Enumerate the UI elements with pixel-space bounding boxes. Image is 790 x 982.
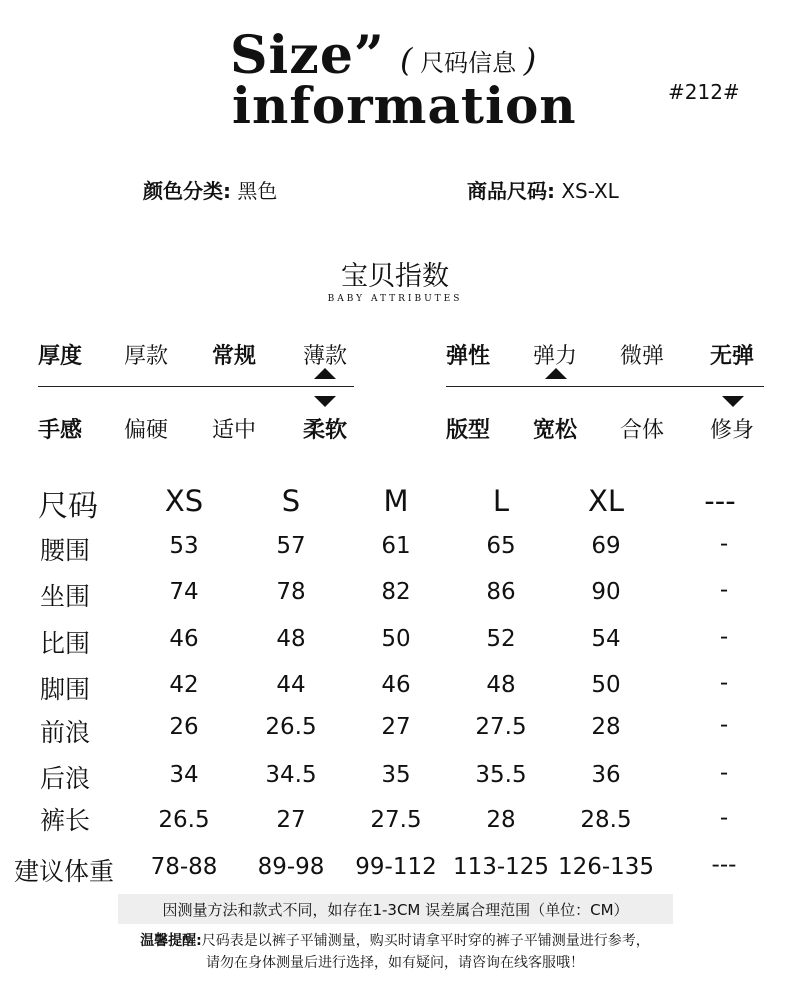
table-cell: - — [719, 670, 729, 696]
thickness-selected-marker — [314, 368, 336, 379]
table-cell: 28.5 — [580, 807, 632, 833]
table-cell: 50 — [381, 626, 411, 652]
row-label-weight: 建议体重 — [14, 857, 115, 886]
table-cell: 28 — [486, 807, 516, 833]
table-cell: --- — [711, 852, 737, 878]
table-cell: - — [719, 577, 729, 603]
table-cell: 61 — [381, 533, 411, 559]
size-header-label: 尺码 — [38, 489, 98, 524]
table-cell: 50 — [591, 672, 621, 698]
elasticity-option-stretch: 弹力 — [533, 344, 578, 369]
table-cell: 86 — [486, 579, 516, 605]
table-cell: 113-125 — [452, 854, 550, 880]
size-info — [467, 175, 619, 204]
row-label-front-rise: 前浪 — [40, 718, 91, 747]
fit-label: 版型 — [446, 418, 491, 443]
table-cell: 34 — [169, 762, 199, 788]
table-cell: 53 — [169, 533, 199, 559]
size-col-xs: XS — [164, 484, 204, 518]
table-cell: 44 — [276, 672, 306, 698]
title-size: Size” — [230, 25, 385, 86]
paren-open: ( — [400, 41, 413, 79]
measurement-note: 因测量方法和款式不同，如存在1-3CM 误差属合理范围（单位：CM） — [162, 901, 629, 919]
table-cell: 35.5 — [475, 762, 527, 788]
fit-selected-marker — [722, 396, 744, 407]
table-cell: 42 — [169, 672, 199, 698]
table-cell: 26.5 — [158, 807, 210, 833]
thickness-label: 厚度 — [38, 344, 83, 369]
title-information: information — [232, 76, 577, 135]
size-label: 商品尺码: — [467, 179, 555, 203]
elasticity-selected-marker — [545, 368, 567, 379]
table-cell: 54 — [591, 626, 621, 652]
thickness-option-regular: 常规 — [212, 344, 257, 369]
row-label-thigh: 比围 — [40, 629, 91, 658]
fit-option-loose: 宽松 — [533, 418, 578, 443]
title-subtitle — [400, 40, 536, 83]
elasticity-label: 弹性 — [446, 344, 491, 369]
table-cell: 26 — [169, 714, 199, 740]
sku-code: #212# — [668, 80, 740, 104]
subtitle-text: 尺码信息 — [420, 49, 517, 77]
table-cell: 74 — [169, 579, 199, 605]
table-cell: - — [719, 760, 729, 786]
table-cell: 57 — [276, 533, 306, 559]
attributes-title: 宝贝指数 — [341, 261, 449, 292]
table-cell: 69 — [591, 533, 621, 559]
feel-selected-marker — [314, 396, 336, 407]
attributes-subtitle: BABY ATTRIBUTES — [327, 294, 463, 304]
table-cell: 65 — [486, 533, 516, 559]
tip-line-2: 请勿在身体测量后进行选择，如有疑问，请咨询在线客服哦！ — [206, 955, 584, 971]
table-cell: 27.5 — [475, 714, 527, 740]
table-cell: 90 — [591, 579, 621, 605]
table-cell: 48 — [276, 626, 306, 652]
table-cell: 78-88 — [150, 854, 218, 880]
tip-label: 温馨提醒: — [140, 933, 202, 949]
table-cell: - — [719, 531, 729, 557]
color-label: 颜色分类: — [143, 179, 231, 203]
feel-option-soft: 柔软 — [303, 418, 348, 443]
row-label-back-rise: 后浪 — [40, 764, 91, 793]
color-value: 黑色 — [237, 179, 278, 203]
table-cell: 126-135 — [557, 854, 655, 880]
table-cell: 34.5 — [265, 762, 317, 788]
divider-right — [446, 386, 764, 387]
table-cell: 46 — [381, 672, 411, 698]
paren-close: ) — [523, 41, 537, 79]
table-cell: 99-112 — [355, 854, 437, 880]
thickness-option-thick: 厚款 — [124, 344, 169, 369]
fit-option-slim: 修身 — [710, 418, 755, 443]
size-value: XS-XL — [561, 179, 619, 203]
table-cell: - — [719, 624, 729, 650]
divider-left — [38, 386, 354, 387]
size-col-s: S — [281, 484, 301, 518]
feel-option-hard: 偏硬 — [124, 418, 169, 443]
row-label-length: 裤长 — [40, 806, 91, 835]
table-cell: 82 — [381, 579, 411, 605]
table-cell: 35 — [381, 762, 411, 788]
table-cell: 27.5 — [370, 807, 422, 833]
tip-text-1: 尺码表是以裤子平铺测量，购买时请拿平时穿的裤子平铺测量进行参考， — [201, 933, 650, 949]
table-cell: - — [719, 712, 729, 738]
table-cell: 26.5 — [265, 714, 317, 740]
feel-option-medium: 适中 — [212, 418, 257, 443]
elasticity-option-none: 无弹 — [710, 344, 755, 369]
table-cell: 27 — [276, 807, 306, 833]
thickness-option-thin: 薄款 — [303, 344, 348, 369]
size-col-extra: --- — [704, 484, 736, 518]
row-label-leg-opening: 脚围 — [40, 675, 91, 704]
row-label-waist: 腰围 — [40, 536, 91, 565]
table-cell: 52 — [486, 626, 516, 652]
table-cell: 46 — [169, 626, 199, 652]
row-label-hip: 坐围 — [40, 582, 91, 611]
table-cell: 78 — [276, 579, 306, 605]
color-info — [143, 175, 277, 204]
table-cell: 48 — [486, 672, 516, 698]
feel-label: 手感 — [38, 418, 83, 443]
table-cell: 89-98 — [257, 854, 325, 880]
elasticity-option-slight: 微弹 — [620, 344, 665, 369]
table-cell: 27 — [381, 714, 411, 740]
size-col-m: M — [383, 484, 409, 518]
table-cell: 36 — [591, 762, 621, 788]
size-col-xl: XL — [587, 484, 625, 518]
table-cell: 28 — [591, 714, 621, 740]
fit-option-regular: 合体 — [620, 418, 665, 443]
size-col-l: L — [492, 484, 510, 518]
table-cell: - — [719, 805, 729, 831]
tip-line-1 — [0, 930, 790, 950]
